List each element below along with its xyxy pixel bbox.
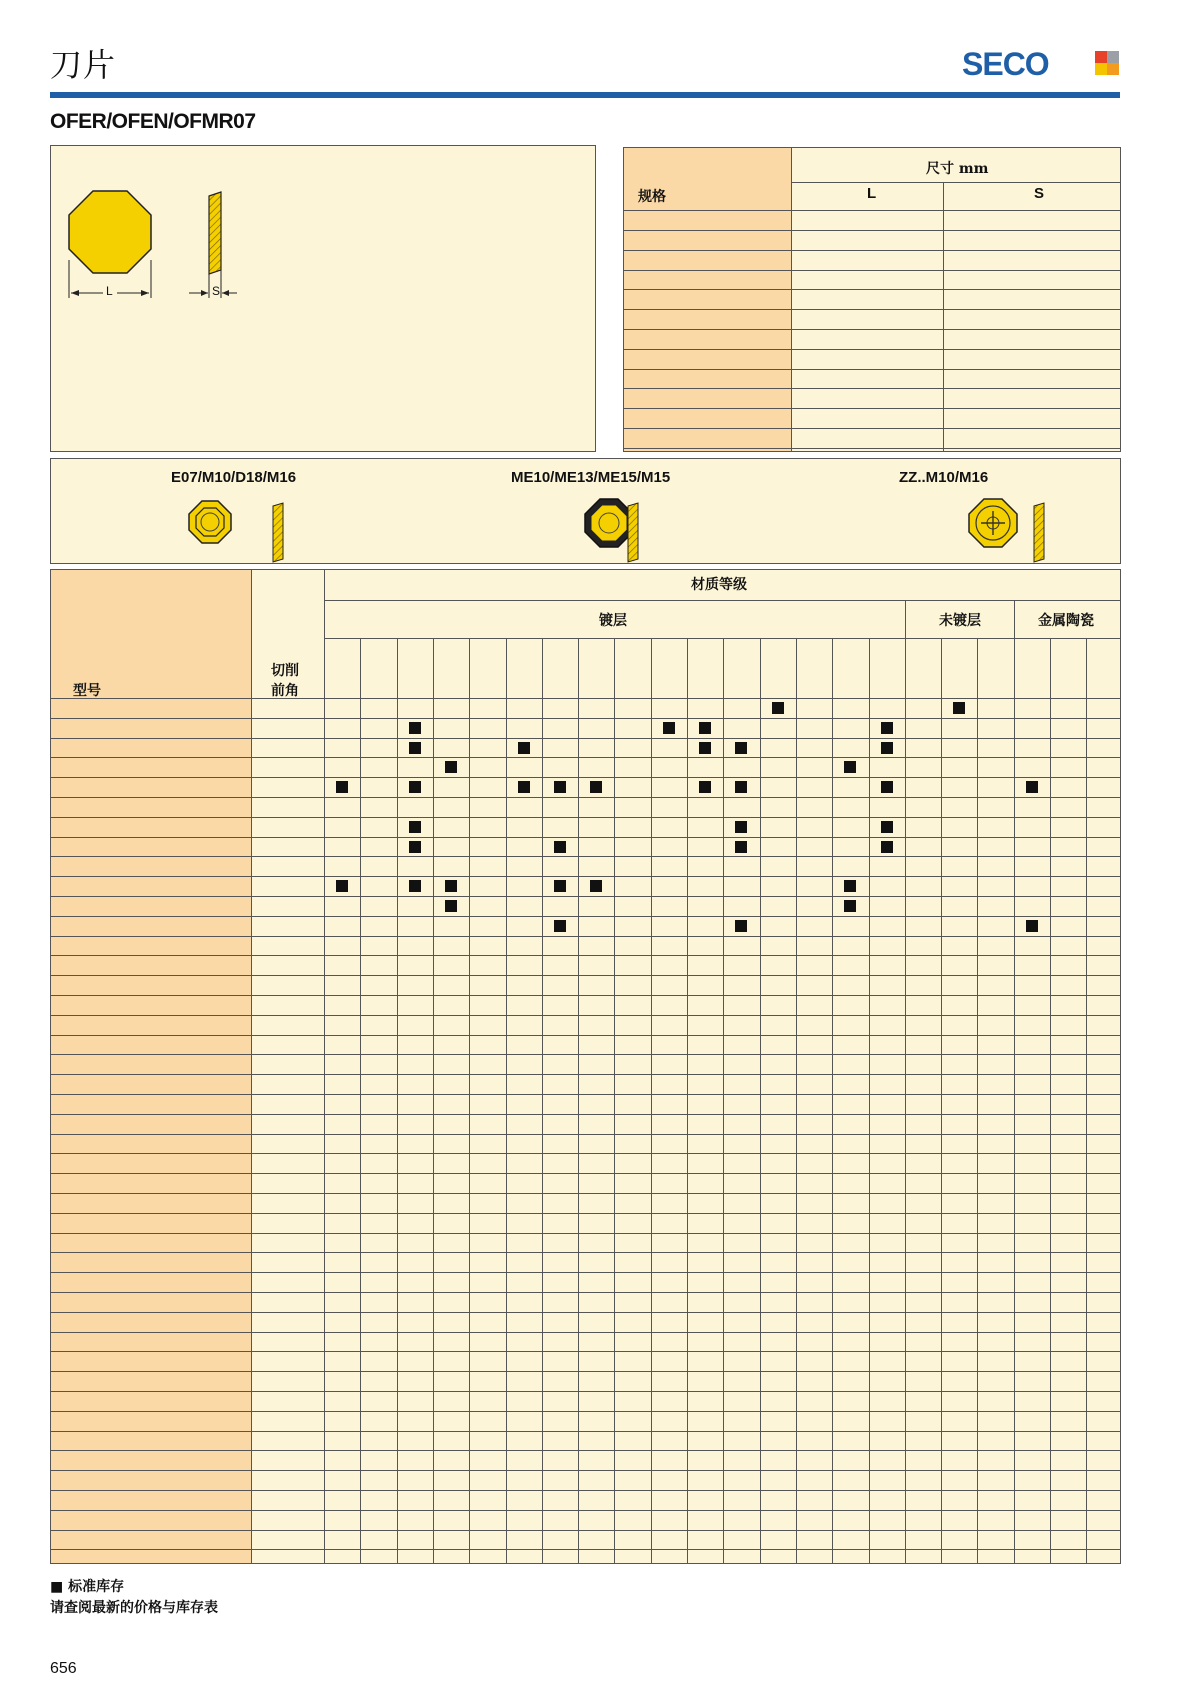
row-divider [51, 1193, 1120, 1194]
insert-e07-icon [189, 501, 231, 543]
row-divider [51, 955, 1120, 956]
stock-mark [699, 781, 711, 793]
dimension-table [623, 147, 1121, 452]
seco-logo [962, 46, 1049, 80]
stock-mark [518, 781, 530, 793]
row-divider [51, 1391, 1120, 1392]
row-divider [51, 817, 1120, 818]
header-rule [50, 92, 1120, 98]
stock-mark [590, 781, 602, 793]
grade-table [50, 569, 1121, 1564]
dimension-label-S: S [212, 284, 221, 298]
row-divider [51, 1153, 1120, 1154]
grade-group-header: 材质等级 [691, 577, 747, 593]
stock-mark [881, 722, 893, 734]
row-divider [624, 329, 1120, 330]
stock-mark [554, 841, 566, 853]
stock-mark [881, 742, 893, 754]
row-divider [51, 1450, 1120, 1451]
stock-mark [409, 722, 421, 734]
row-divider [51, 757, 1120, 758]
row-divider [51, 995, 1120, 996]
row-divider [51, 1054, 1120, 1055]
row-divider [624, 210, 1120, 211]
row-divider [51, 837, 1120, 838]
row-divider [624, 408, 1120, 409]
row-divider [624, 289, 1120, 290]
row-divider [51, 1431, 1120, 1432]
stock-mark [881, 821, 893, 833]
row-divider [51, 1035, 1120, 1036]
stock-mark [336, 880, 348, 892]
row-divider [51, 1371, 1120, 1372]
column-divider [943, 182, 944, 451]
row-divider [624, 250, 1120, 251]
row-divider [624, 428, 1120, 429]
insert-me-icon [585, 499, 633, 547]
row-divider [51, 738, 1120, 739]
row-divider [51, 1530, 1120, 1531]
row-divider [51, 1490, 1120, 1491]
row-divider [624, 388, 1120, 389]
row-divider [51, 1351, 1120, 1352]
rake-angle-header: 切削 [271, 663, 299, 679]
stock-mark [735, 821, 747, 833]
stock-mark [445, 880, 457, 892]
group-divider [1014, 600, 1015, 640]
stock-mark [409, 821, 421, 833]
insert-diagram-panel [50, 145, 596, 452]
stock-mark [409, 781, 421, 793]
row-divider [624, 230, 1120, 231]
page-number: 656 [50, 1660, 77, 1677]
row-divider [51, 896, 1120, 897]
stock-mark [554, 920, 566, 932]
stock-mark [844, 880, 856, 892]
geometry-panel [50, 458, 1121, 564]
row-divider [51, 1411, 1120, 1412]
row-divider [51, 1272, 1120, 1273]
row-divider [51, 876, 1120, 877]
product-family-title: OFER/OFEN/OFMR07 [50, 110, 256, 133]
stock-mark [445, 761, 457, 773]
stock-mark [409, 841, 421, 853]
stock-mark [881, 781, 893, 793]
brand-wordmark: SECO [962, 46, 1049, 82]
logo-mark-icon [1095, 51, 1119, 75]
row-divider [51, 1074, 1120, 1075]
row-divider [51, 916, 1120, 917]
stock-mark [735, 920, 747, 932]
spec-header: 规格 [638, 189, 666, 205]
row-divider [51, 1213, 1120, 1214]
stock-mark [699, 722, 711, 734]
row-divider [51, 777, 1120, 778]
stock-mark [663, 722, 675, 734]
row-divider [51, 975, 1120, 976]
model-header: 型号 [73, 683, 101, 699]
insert-dimension-drawing [51, 146, 597, 453]
stock-mark [554, 781, 566, 793]
group-divider [905, 600, 906, 640]
row-divider [624, 448, 1120, 449]
row-divider [624, 369, 1120, 370]
row-divider [51, 1252, 1120, 1253]
row-divider [324, 638, 1120, 639]
row-divider [51, 936, 1120, 937]
stock-mark [735, 841, 747, 853]
dimension-header: 尺寸 mm [926, 161, 989, 177]
stock-mark [772, 702, 784, 714]
stock-mark [518, 742, 530, 754]
row-divider [51, 856, 1120, 857]
geometry-label: ZZ..M10/M16 [899, 469, 989, 486]
row-divider [324, 600, 1120, 601]
column-divider [791, 148, 792, 451]
row-divider [624, 349, 1120, 350]
stock-mark [699, 742, 711, 754]
geometry-label: ME10/ME13/ME15/M15 [511, 469, 671, 486]
row-divider [51, 1510, 1120, 1511]
stock-mark [1026, 781, 1038, 793]
stock-mark [336, 781, 348, 793]
row-divider [51, 1233, 1120, 1234]
row-divider [51, 718, 1120, 719]
row-divider [51, 1114, 1120, 1115]
row-divider [624, 270, 1120, 271]
rake-angle-header: 前角 [271, 683, 299, 699]
stock-mark [445, 900, 457, 912]
cermet-group-header: 金属陶瓷 [1038, 613, 1094, 629]
row-divider [51, 1292, 1120, 1293]
stock-mark [590, 880, 602, 892]
stock-mark [735, 781, 747, 793]
geometry-drawings [51, 459, 1122, 565]
row-divider [51, 1015, 1120, 1016]
stock-mark [844, 761, 856, 773]
row-divider [51, 797, 1120, 798]
stock-mark [409, 742, 421, 754]
stock-mark [735, 742, 747, 754]
row-divider [624, 309, 1120, 310]
price-stock-note: 请查阅最新的价格与库存表 [50, 1600, 218, 1616]
legend-standard-stock: ■ 标准库存 [50, 1579, 125, 1595]
row-divider [51, 1470, 1120, 1471]
stock-mark [409, 880, 421, 892]
insert-zz-icon [969, 499, 1017, 547]
row-divider [51, 698, 1120, 699]
stock-mark [844, 900, 856, 912]
stock-mark [953, 702, 965, 714]
uncoated-group-header: 未镀层 [939, 613, 981, 629]
S-header: S [1034, 185, 1045, 202]
stock-mark [554, 880, 566, 892]
stock-mark [1026, 920, 1038, 932]
stock-mark [881, 841, 893, 853]
coated-group-header: 镀层 [599, 613, 627, 629]
row-divider [51, 1094, 1120, 1095]
geometry-label: E07/M10/D18/M16 [171, 469, 297, 486]
row-divider [51, 1549, 1120, 1550]
row-divider [51, 1312, 1120, 1313]
row-divider [51, 1173, 1120, 1174]
page-title: 刀片 [50, 46, 117, 84]
row-divider [791, 182, 1120, 183]
row-divider [51, 1332, 1120, 1333]
dimension-label-L: L [106, 284, 113, 298]
L-header: L [867, 185, 877, 202]
row-divider [51, 1134, 1120, 1135]
